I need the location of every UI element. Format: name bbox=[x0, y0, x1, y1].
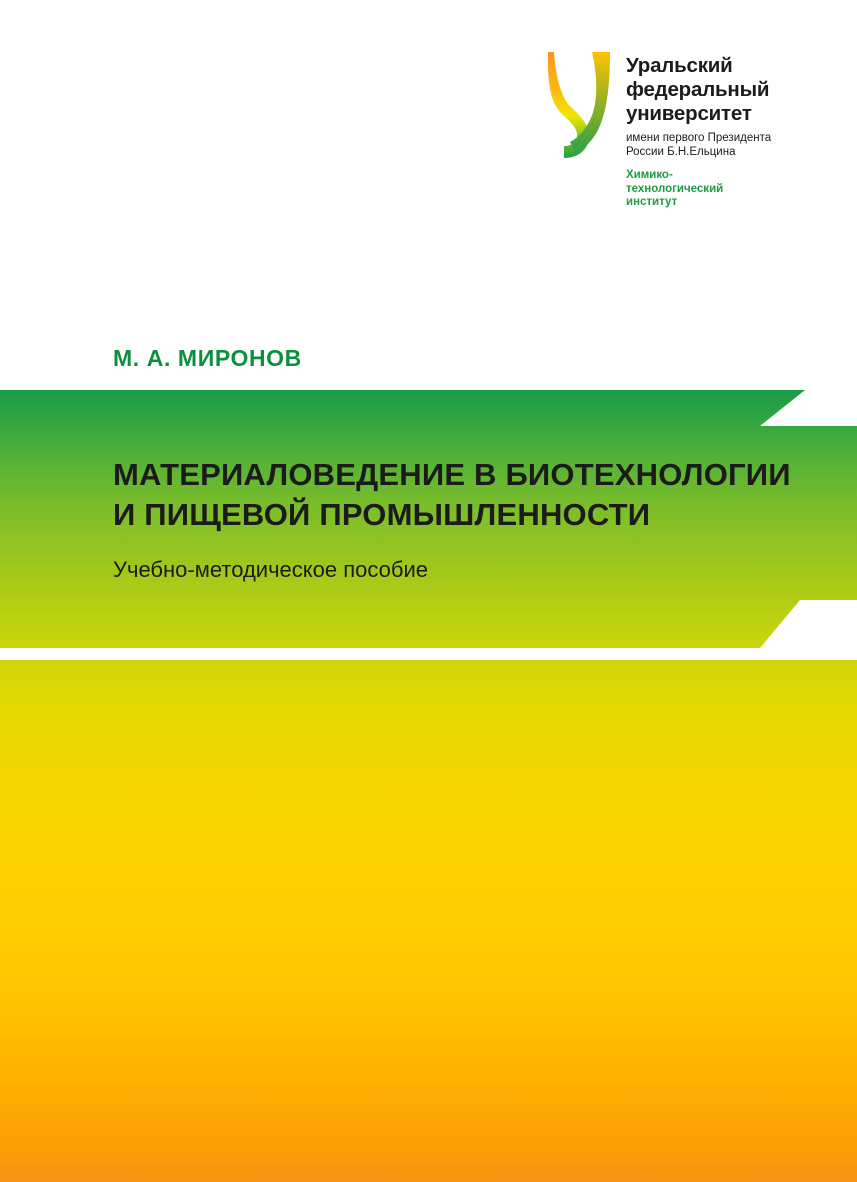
author-name: М. А. МИРОНОВ bbox=[113, 345, 302, 371]
logo-line-1: Уральский bbox=[626, 54, 733, 77]
logo-institute-line-3: институт bbox=[626, 196, 678, 208]
title-line-1: МАТЕРИАЛОВЕДЕНИЕ В БИОТЕХНОЛОГИИ bbox=[113, 457, 791, 492]
logo-institute-line-1: Химико- bbox=[626, 169, 673, 181]
subtitle: Учебно-методическое пособие bbox=[113, 557, 428, 582]
logo-institute-line-2: технологический bbox=[626, 182, 724, 195]
title-block bbox=[113, 455, 803, 583]
university-logo bbox=[548, 48, 798, 218]
ufu-logo-mark-icon bbox=[548, 50, 616, 165]
top-wedge-decoration bbox=[0, 390, 857, 426]
logo-subtitle: имени первого Президента России Б.Н.Ельцина bbox=[626, 132, 772, 158]
logo-line-3: университет bbox=[626, 102, 752, 125]
bottom-wedge-decoration bbox=[0, 600, 857, 660]
title-line-2: И ПИЩЕВОЙ ПРОМЫШЛЕННОСТИ bbox=[113, 497, 651, 532]
logo-line-2: федеральный bbox=[626, 78, 770, 101]
logo-text-block bbox=[626, 54, 798, 210]
